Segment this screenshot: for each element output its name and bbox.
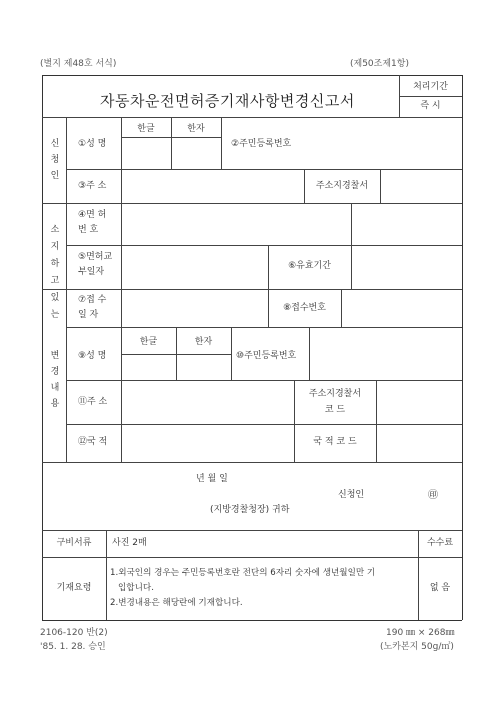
license-number-label-2: 번 호 (78, 225, 99, 235)
nation-code-label: 국 적 코 드 (313, 437, 357, 447)
fee-value: 없 음 (429, 583, 451, 593)
footer-code: 2106-120 반(2) (40, 628, 108, 638)
receipt-date-label-2: 일 자 (78, 310, 99, 320)
change-address-label: ⑪주 소 (78, 397, 108, 407)
nationality-label: ⑫국 적 (78, 437, 108, 447)
docs-value: 사진 2매 (112, 538, 147, 548)
police-code-label-1: 주소지경찰서 (308, 389, 362, 399)
police-code-label-2: 코 드 (324, 405, 346, 415)
guide-label: 기재요령 (56, 583, 92, 593)
section-change: 변 경 내 용 (50, 351, 60, 409)
guide-line-1a: 1.외국인의 경우는 주민등록번호란 전단의 6자리 숫자에 생년월일만 기 (110, 568, 376, 578)
guide-line-1b: 입합니다. (118, 583, 154, 593)
footer-approved: '85. 1. 28. 승인 (40, 642, 106, 652)
change-reg-no-label: ⑩주민등록번호 (236, 351, 297, 361)
receipt-date-label-1: ⑦접 수 (78, 295, 107, 305)
change-hangul-label: 한글 (139, 337, 158, 347)
processing-period-label: 처리기간 (413, 82, 448, 92)
sign-applicant: 신청인 (338, 490, 365, 500)
docs-label: 구비서류 (56, 538, 92, 548)
applicant-address-label: ③주 소 (78, 181, 107, 191)
applicant-police-label: 주소지경찰서 (315, 181, 369, 191)
form-title: 자동차운전면허증기재사항변경신고서 (100, 92, 355, 110)
seal-mark: ㊞ (428, 490, 438, 501)
footer-size: 190 ㎜ × 268㎜ (386, 628, 455, 638)
receipt-number-label: ⑧접수번호 (283, 303, 326, 313)
processing-period-value: 즉 시 (420, 101, 441, 111)
guide-line-2: 2.변경내용은 해당란에 기재합니다. (110, 598, 243, 608)
applicant-name-label: ①성 명 (78, 139, 107, 149)
applicant-reg-no-label: ②주민등록번호 (231, 139, 292, 149)
footer-paper: (노카본지 50g/㎡) (380, 642, 454, 652)
change-name-label: ⑨성 명 (78, 351, 107, 361)
change-hanja-label: 한자 (194, 337, 213, 347)
section-holder: 소지 하고 있는 (50, 225, 60, 320)
issue-date-label-2: 부일자 (78, 267, 105, 277)
sign-date: 년 월 일 (196, 474, 228, 484)
license-number-label-1: ④면 허 (78, 210, 107, 220)
valid-period-label: ⑥유효기간 (288, 261, 331, 271)
fee-label: 수수료 (426, 538, 454, 548)
article-reference: (제50조제1항) (350, 59, 409, 69)
applicant-hangul-label: 한글 (137, 124, 155, 134)
issue-date-label-1: ⑤면허교 (78, 252, 113, 262)
addressee: (지방경찰청장) 귀하 (210, 505, 290, 515)
applicant-hanja-label: 한자 (187, 124, 205, 134)
form-number: (별지 제48호 서식) (40, 59, 117, 69)
section-applicant: 신 청 인 (50, 139, 60, 181)
